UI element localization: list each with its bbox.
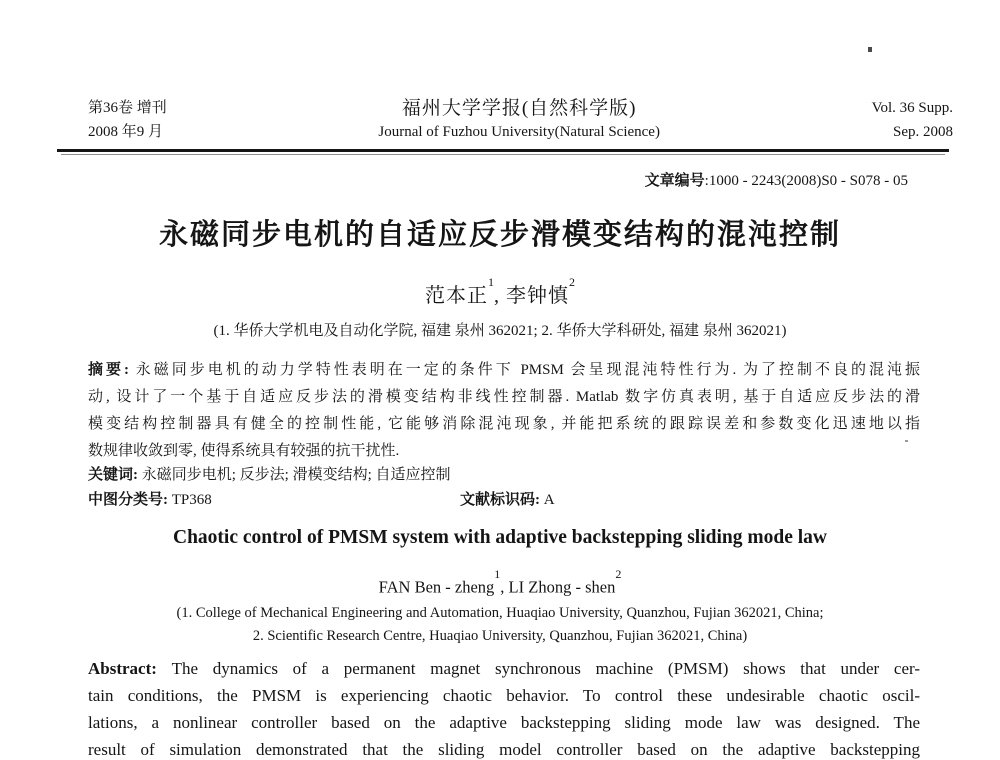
authors-cn bbox=[0, 275, 1000, 308]
document-code-value: A bbox=[543, 492, 555, 508]
author-superscript: 2 bbox=[615, 567, 622, 581]
abstract-text: 永磁同步电机的动力学特性表明在一定的条件下 PMSM 会呈现混沌特性行为. 为了控制不良的混沌振 bbox=[135, 362, 920, 378]
clc-label: 中图分类号: bbox=[88, 492, 172, 508]
abstract-line: 数规律收敛到零, 使得系统具有较强的抗干扰性. bbox=[88, 443, 400, 459]
abstract-line bbox=[88, 357, 920, 384]
date-label-cn: 2008 年9 月 bbox=[88, 124, 164, 140]
document-code-label: 文献标识码: bbox=[460, 492, 544, 508]
masthead-right bbox=[872, 96, 953, 144]
journal-title-cn: 福州大学学报(自然科学版) bbox=[401, 98, 637, 119]
author-superscript: 1 bbox=[488, 275, 494, 290]
author-superscript: 2 bbox=[569, 275, 575, 290]
volume-label-en: Vol. 36 Supp. bbox=[871, 100, 953, 116]
abstract-line: 动, 设计了一个基于自适应反步法的滑模变结构非线性控制器. Matlab 数字仿真表明, 基于自适应反步法的滑 bbox=[88, 389, 920, 405]
scan-artifact-dot bbox=[868, 47, 872, 52]
scan-artifact-dot bbox=[905, 440, 908, 442]
keywords-label: 关键词: bbox=[88, 467, 142, 483]
keywords-cn bbox=[88, 463, 920, 484]
classification-row bbox=[88, 488, 920, 509]
author-name: 范本正 bbox=[425, 285, 488, 307]
page-title-en: Chaotic control of PMSM system with adaptive backstepping sliding mode law bbox=[173, 527, 827, 548]
abstract-line: 模变结构控制器具有健全的控制性能, 它能够消除混沌现象, 并能把系统的跟踪误差和参数变化迅速地以指 bbox=[88, 416, 920, 432]
date-label-en: Sep. 2008 bbox=[893, 124, 953, 140]
abstract-label-en: Abstract: bbox=[88, 659, 172, 678]
author-superscript: 1 bbox=[494, 567, 501, 581]
masthead-divider-rule bbox=[57, 149, 949, 152]
authors-en bbox=[0, 567, 1000, 598]
journal-title-en: Journal of Fuzhou University(Natural Science) bbox=[378, 124, 660, 140]
article-number bbox=[645, 169, 908, 190]
volume-label-cn: 第36卷 增刊 bbox=[88, 100, 167, 116]
author-name: LI Zhong - shen bbox=[508, 577, 616, 597]
affiliation-en-line1: (1. College of Mechanical Engineering and Automation, Huaqiao University, Quanzhou, Fujian 362021, China; bbox=[176, 605, 824, 621]
masthead-divider-rule-echo bbox=[61, 154, 945, 155]
author-name: FAN Ben - zheng bbox=[378, 577, 495, 597]
journal-masthead bbox=[58, 96, 953, 144]
abstract-line: result of simulation demonstrated that the sliding model controller based on the adaptive backstepping bbox=[88, 740, 920, 759]
abstract-line: lations, a nonlinear controller based on the adaptive backstepping sliding mode law was designed. The bbox=[88, 713, 920, 732]
clc-number bbox=[88, 492, 212, 508]
author-separator: , bbox=[494, 285, 506, 307]
abstract-cn bbox=[88, 357, 920, 465]
article-number-value: :1000 - 2243(2008)S0 - S078 - 05 bbox=[704, 173, 908, 189]
abstract-label-cn: 摘要: bbox=[88, 362, 136, 378]
author-name: 李钟慎 bbox=[506, 285, 569, 307]
document-code bbox=[460, 488, 555, 509]
affiliation-cn: (1. 华侨大学机电及自动化学院, 福建 泉州 362021; 2. 华侨大学科研处, 福建 泉州 362021) bbox=[213, 323, 787, 339]
masthead-center bbox=[378, 96, 660, 143]
keywords-text: 永磁同步电机; 反步法; 滑模变结构; 自适应控制 bbox=[141, 467, 451, 483]
masthead-left bbox=[88, 96, 167, 144]
affiliation-en-line2: 2. Scientific Research Centre, Huaqiao University, Quanzhou, Fujian 362021, China) bbox=[252, 628, 748, 644]
abstract-en bbox=[88, 655, 920, 760]
clc-value: TP368 bbox=[171, 492, 212, 508]
author-separator: , bbox=[500, 577, 509, 597]
article-number-label: 文章编号 bbox=[644, 173, 705, 189]
abstract-line: tain conditions, the PMSM is experiencing chaotic behavior. To control these undesirable chaotic oscil- bbox=[88, 686, 920, 705]
abstract-line bbox=[88, 655, 920, 682]
page-title-cn: 永磁同步电机的自适应反步滑模变结构的混沌控制 bbox=[158, 219, 841, 251]
abstract-text: The dynamics of a permanent magnet synchronous machine (PMSM) shows that under cer- bbox=[171, 659, 920, 678]
